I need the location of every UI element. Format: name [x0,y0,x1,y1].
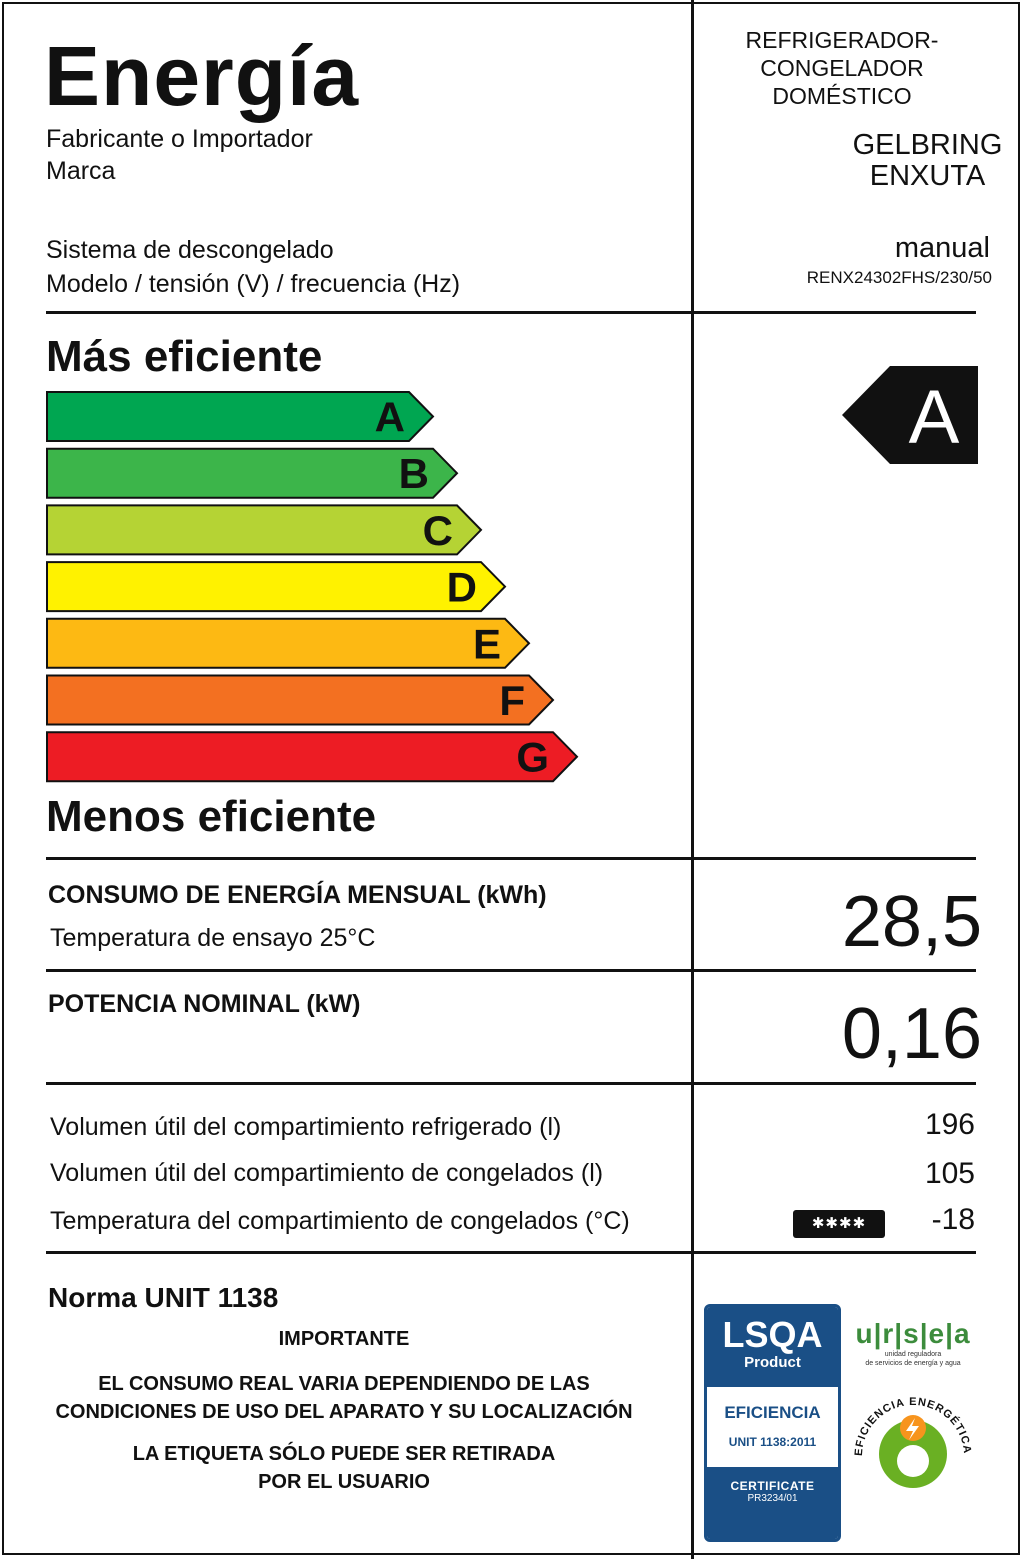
lsqa-certificate-label: CERTIFICATE [730,1479,815,1493]
lsqa-cert-code: PR3234/01 [747,1493,798,1504]
efficiency-bar-e [47,619,529,668]
efficiency-letter-c: C [422,506,453,554]
power-label: POTENCIA NOMINAL (kW) [48,990,361,1018]
power-value: 0,16 [841,994,982,1074]
efficiency-letter-e: E [472,620,501,668]
product-type [704,26,980,110]
column-divider [691,0,694,1559]
manufacturer-label: Fabricante o Importador [46,125,313,153]
efficiency-letter-d: D [446,563,477,611]
defrost-label: Sistema de descongelado [46,236,334,264]
lsqa-product: Product [744,1354,801,1371]
norma-label: Norma UNIT 1138 [48,1282,279,1313]
ursea-subtitle-line: unidad reguladora [884,1351,942,1358]
manufacturer-value [840,130,1015,192]
divider [46,311,976,314]
seal-text: EFICIENCIA ENERGÉTICA [852,1395,974,1457]
manufacturer-line: GELBRING [852,129,1003,161]
efficiency-scale [40,388,600,788]
divider [46,857,976,860]
consumption-notice [22,1370,666,1426]
model-value: RENX24302FHS/230/50 [806,268,992,287]
model-label: Modelo / tensión (V) / frecuencia (Hz) [46,270,461,298]
spec-freezer-temp-value: -18 [931,1203,975,1236]
page-title: Energía [44,29,360,123]
efficiency-letter-b: B [398,450,429,498]
rating-letter: A [908,375,960,460]
lsqa-eficiencia: EFICIENCIA [724,1403,821,1422]
consumption-value: 28,5 [841,882,982,962]
consumption-label: CONSUMO DE ENERGÍA MENSUAL (kWh) [48,881,547,909]
spec-freezer-volume-label: Volumen útil del compartimiento de congelados (l) [50,1159,604,1187]
star-rating-icon: ✱✱✱✱ [811,1215,867,1232]
notice-line: CONDICIONES DE USO DEL APARATO Y SU LOCALIZACIÓN [55,1401,633,1423]
lsqa-logo [704,1304,841,1542]
lsqa-wordmark: LSQA [722,1314,823,1355]
removal-notice [30,1440,658,1496]
rating-arrow [842,366,980,466]
efficiency-letter-a: A [374,393,405,441]
efficiency-bar-f [47,676,553,725]
ursea-wordmark: u|r|s|e|a [855,1318,971,1349]
lsqa-unit: UNIT 1138:2011 [728,1435,817,1449]
spec-fridge-volume-value: 196 [924,1108,975,1141]
lsqa-header [707,1307,838,1387]
product-type-line: CONGELADOR [760,55,924,81]
lsqa-certificate [707,1467,838,1539]
ursea-subtitle-line: de servicios de energía y agua [865,1360,961,1367]
brand-label: Marca [46,157,116,185]
product-type-line: REFRIGERADOR- [745,27,939,53]
efficiency-letter-g: G [516,733,549,781]
ursea-subtitle [850,1350,976,1368]
notice-line: LA ETIQUETA SÓLO PUEDE SER RETIRADA [132,1443,556,1465]
efficiency-bar-c [47,505,481,554]
manufacturer-line: ENXUTA [869,160,986,192]
consumption-sublabel: Temperatura de ensayo 25°C [50,924,376,952]
scale-top-label: Más eficiente [46,332,323,381]
efficiency-bar-d [47,562,505,611]
notice-line: POR EL USUARIO [258,1471,430,1493]
defrost-value: manual [894,232,990,264]
seal-inner [897,1445,929,1477]
product-type-line: DOMÉSTICO [772,83,912,109]
efficiency-letter-f: F [499,677,525,724]
importante-heading: IMPORTANTE [278,1328,410,1350]
scale-bottom-label: Menos eficiente [46,792,377,841]
efficiency-bar-g [47,732,577,781]
spec-freezer-volume-value: 105 [924,1157,975,1190]
spec-freezer-temp-label: Temperatura del compartimiento de congelados (°C) [50,1207,630,1235]
divider [46,969,976,972]
spec-fridge-volume-label: Volumen útil del compartimiento refrigerado (l) [50,1113,562,1141]
notice-line: EL CONSUMO REAL VARIA DEPENDIENDO DE LAS [98,1373,590,1395]
divider [46,1251,976,1254]
divider [46,1082,976,1085]
efficiency-bar-b [47,449,457,498]
energy-efficiency-seal [848,1384,978,1494]
